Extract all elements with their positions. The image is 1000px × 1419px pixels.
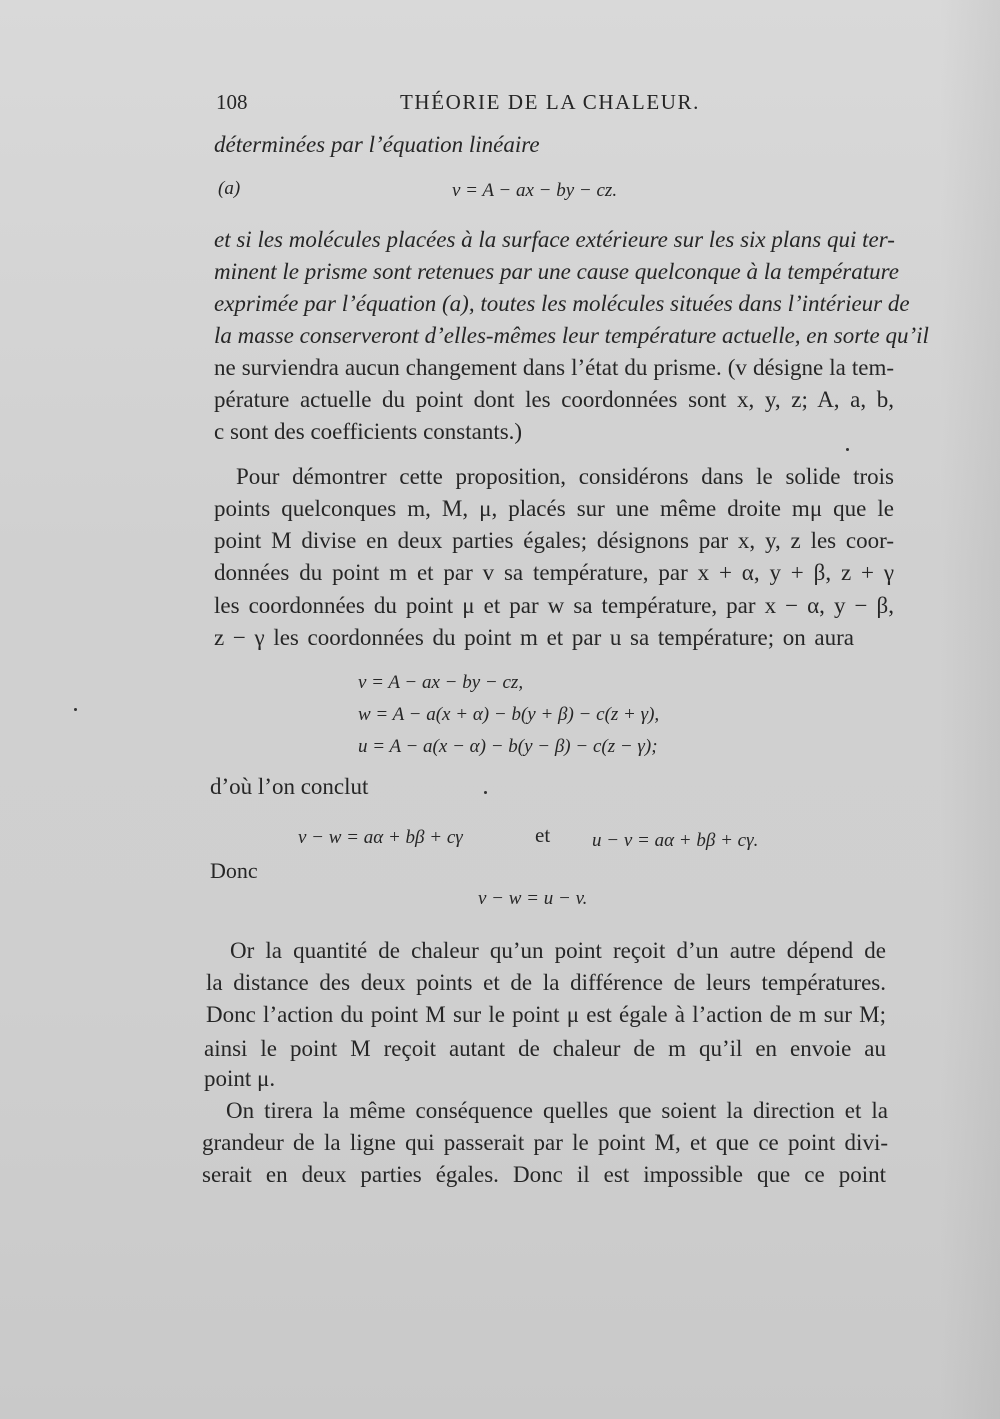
paragraph1-line: exprimée par l’équation (a), toutes les molécules situées dans l’intérieur de xyxy=(214,291,910,316)
intro-line: déterminées par l’équation linéaire xyxy=(214,132,540,157)
paragraph1-line: et si les molécules placées à la surface extérieure sur les six plans qui ter- xyxy=(214,227,895,252)
paragraph2-line: les coordonnées du point μ et par w sa température, par x − α, y − β, xyxy=(214,593,894,618)
equation-a: v = A − ax − by − cz. xyxy=(452,180,618,201)
running-header xyxy=(216,90,896,118)
system-equation: u = A − a(x − α) − b(y − β) − c(z − γ); xyxy=(358,736,658,757)
conclusion-connector: et xyxy=(535,823,551,847)
paragraph2-line: Pour démontrer cette proposition, considérons dans le solide trois xyxy=(236,464,894,489)
print-speck xyxy=(846,448,849,451)
system-equation: v = A − ax − by − cz, xyxy=(358,672,524,693)
conclusion-intro: d’où l’on conclut xyxy=(210,774,369,799)
paragraph3-line: la distance des deux points et de la différence de leurs températures. xyxy=(206,970,886,995)
paragraph2-line: points quelconques m, M, μ, placés sur une même droite mμ que le xyxy=(214,496,894,521)
paragraph2-line: données du point m et par v sa température, par x + α, y + β, z + γ xyxy=(214,560,894,585)
paragraph1-line: ne surviendra aucun changement dans l’état du prisme. (v désigne la tem- xyxy=(214,355,894,380)
donc-equation: v − w = u − v. xyxy=(478,888,588,909)
paragraph1-line: la masse conserveront d’elles-mêmes leur température actuelle, en sorte qu’il xyxy=(214,323,929,348)
running-title: THÉORIE DE LA CHALEUR. xyxy=(400,90,701,114)
paragraph1-line: c sont des coefficients constants.) xyxy=(214,419,523,444)
system-equation: w = A − a(x + α) − b(y + β) − c(z + γ), xyxy=(358,704,660,725)
print-speck xyxy=(74,708,77,711)
equation-label: (a) xyxy=(218,178,241,199)
paragraph1-line: pérature actuelle du point dont les coordonnées sont x, y, z; A, a, b, xyxy=(214,387,894,412)
page-number: 108 xyxy=(216,90,248,114)
paragraph3-line: Or la quantité de chaleur qu’un point reçoit d’un autre dépend de xyxy=(230,938,886,963)
paragraph3-line: ainsi le point M reçoit autant de chaleur de m qu’il en envoie au xyxy=(204,1036,886,1061)
paragraph1-line: minent le prisme sont retenues par une cause quelconque à la température xyxy=(214,259,899,284)
paragraph3-line: point μ. xyxy=(204,1066,276,1091)
paragraph4-line: On tirera la même conséquence quelles que soient la direction et la xyxy=(226,1098,888,1123)
paragraph3-line: Donc l’action du point M sur le point μ est égale à l’action de m sur M; xyxy=(206,1002,886,1027)
page-edge-shadow xyxy=(940,0,1000,1419)
paragraph2-line: z − γ les coordonnées du point m et par u sa température; on aura xyxy=(214,625,854,650)
paragraph2-line: point M divise en deux parties égales; désignons par x, y, z les coor- xyxy=(214,528,894,553)
conclusion-right: u − v = aα + bβ + cγ. xyxy=(592,830,759,851)
donc-label: Donc xyxy=(210,858,258,883)
print-speck xyxy=(484,791,487,794)
paragraph4-line: serait en deux parties égales. Donc il est impossible que ce point xyxy=(202,1162,886,1187)
conclusion-left: v − w = aα + bβ + cγ xyxy=(298,827,463,848)
paragraph4-line: grandeur de la ligne qui passerait par le point M, et que ce point divi- xyxy=(202,1130,888,1155)
